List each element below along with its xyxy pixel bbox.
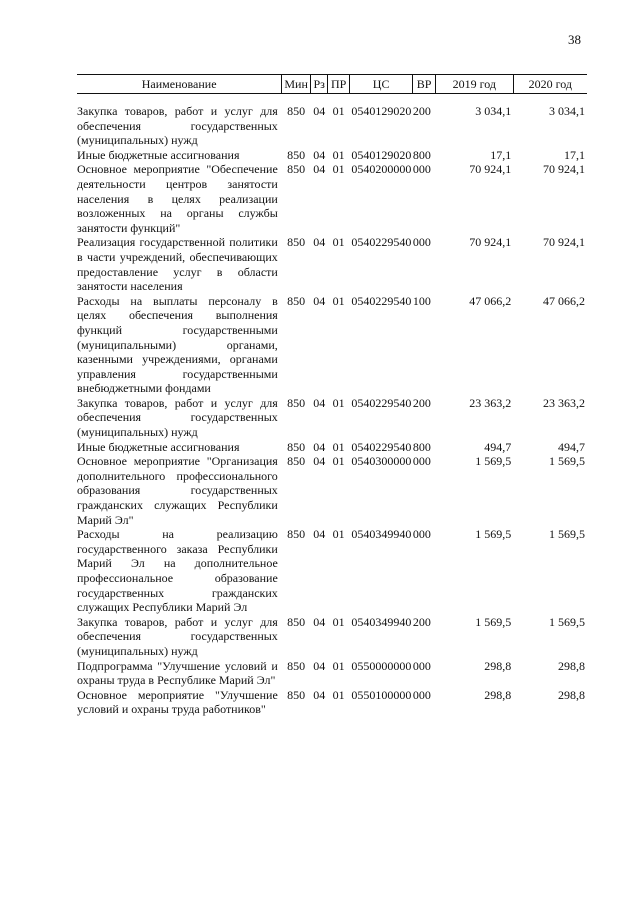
row-min: 850 [287,293,306,308]
row-rz: 04 [313,454,326,469]
budget-table [77,74,587,717]
row-rz: 04 [313,235,326,250]
row-pr: 01 [332,658,345,673]
table-row [77,235,587,293]
header-2019: 2019 год [435,75,513,94]
row-pr: 01 [332,162,345,177]
row-min: 850 [287,147,306,162]
row-2020: 47 066,2 [543,293,585,308]
row-2020: 1 569,5 [549,614,585,629]
row-rz: 04 [313,687,326,702]
table-body [77,94,587,717]
row-cs: 0540229540 [351,235,412,250]
row-cs: 0550100000 [351,687,412,702]
row-name: Основное мероприятие "Улучшение условий и охраны труда работников" [77,687,278,717]
row-2019: 23 363,2 [469,395,512,410]
header-name: Наименование [77,75,282,94]
row-rz: 04 [313,614,326,629]
table-header [77,75,587,94]
row-pr: 01 [332,293,345,308]
row-2019: 1 569,5 [475,454,512,469]
header-cs: ЦС [349,75,412,94]
row-2020: 70 924,1 [543,235,585,250]
row-2019: 298,8 [484,687,512,702]
table-row [77,162,587,235]
row-2019: 70 924,1 [469,162,512,177]
row-cs: 0540300000 [351,454,412,469]
row-vr: 100 [412,293,431,308]
table-row [77,454,587,527]
table-row [77,440,587,455]
row-min: 850 [287,395,306,410]
row-name: Основное мероприятие "Организация дополнительного профессионального образования государственных гражданских служащих Республики Марий Эл" [77,454,278,527]
row-2020: 494,7 [558,439,585,454]
table-row [77,615,587,659]
row-pr: 01 [332,439,345,454]
row-rz: 04 [313,395,326,410]
row-cs: 0540229540 [351,293,412,308]
row-min: 850 [287,439,306,454]
row-name: Подпрограмма "Улучшение условий и охраны труда в Республике Марий Эл" [77,658,278,688]
row-2019: 3 034,1 [475,104,512,118]
row-2020: 23 363,2 [543,395,585,410]
header-2020: 2020 год [513,75,587,94]
row-pr: 01 [332,454,345,469]
row-cs: 0540129020 [351,147,412,162]
row-2020: 70 924,1 [543,162,585,177]
row-2019: 1 569,5 [475,527,512,542]
table-row [77,294,587,396]
row-min: 850 [287,104,306,118]
row-vr: 000 [412,162,431,177]
row-2019: 70 924,1 [469,235,512,250]
row-vr: 200 [412,104,431,118]
row-min: 850 [287,658,306,673]
row-rz: 04 [313,527,326,542]
row-cs: 0540349940 [351,614,412,629]
row-rz: 04 [313,293,326,308]
row-min: 850 [287,235,306,250]
row-name: Закупка товаров, работ и услуг для обеспечения государственных (муниципальных) нужд [77,104,278,148]
row-vr: 000 [412,235,431,250]
row-vr: 000 [412,687,431,702]
row-2020: 298,8 [558,658,585,673]
row-vr: 200 [412,614,431,629]
row-vr: 000 [412,454,431,469]
header-pr: ПР [328,75,350,94]
row-cs: 0540200000 [351,162,412,177]
header-min: Мин [282,75,311,94]
row-rz: 04 [313,104,326,118]
row-min: 850 [287,614,306,629]
row-rz: 04 [313,658,326,673]
row-2020: 1 569,5 [549,527,585,542]
row-2019: 17,1 [490,147,512,162]
row-vr: 800 [412,439,431,454]
row-name: Реализация государственной политики в части учреждений, обеспечивающих предоставление услуг в области занятости населения [77,235,278,294]
row-name: Закупка товаров, работ и услуг для обеспечения государственных (муниципальных) нужд [77,395,278,440]
row-2020: 3 034,1 [549,104,585,118]
row-2020: 1 569,5 [549,454,585,469]
row-2019: 1 569,5 [475,614,512,629]
row-rz: 04 [313,162,326,177]
row-vr: 000 [412,527,431,542]
header-rz: Рз [310,75,327,94]
row-name: Закупка товаров, работ и услуг для обеспечения государственных (муниципальных) нужд [77,614,278,658]
row-min: 850 [287,454,306,469]
row-min: 850 [287,527,306,542]
row-pr: 01 [332,147,345,162]
row-pr: 01 [332,235,345,250]
row-min: 850 [287,162,306,177]
page-number: 38 [568,32,581,47]
table-row [77,104,587,148]
row-2019: 298,8 [484,658,512,673]
row-2020: 298,8 [558,687,585,702]
row-pr: 01 [332,687,345,702]
row-2019: 494,7 [484,439,512,454]
row-pr: 01 [332,104,345,118]
row-cs: 0540229540 [351,395,412,410]
row-vr: 800 [412,147,431,162]
table-row [77,527,587,615]
row-pr: 01 [332,614,345,629]
row-name: Расходы на реализацию государственного заказа Республики Марий Эл на дополнительное профессиональное образование государственных гражданских служащих Республики Марий Эл [77,527,278,615]
row-pr: 01 [332,527,345,542]
header-vr: ВР [413,75,436,94]
row-name: Иные бюджетные ассигнования [77,147,240,162]
row-cs: 0540129020 [351,104,412,118]
table-row [77,148,587,163]
row-name: Расходы на выплаты персоналу в целях обеспечения выполнения функций государственными (муниципальными) органами, казенными учреждениями, органами управления государственными внебюджетными фондами [77,293,278,396]
row-name: Иные бюджетные ассигнования [77,439,240,454]
table-row [77,396,587,440]
row-rz: 04 [313,439,326,454]
row-2019: 47 066,2 [469,293,512,308]
row-vr: 000 [412,658,431,673]
table-row [77,688,587,717]
row-cs: 0540349940 [351,527,412,542]
row-cs: 0540229540 [351,439,412,454]
row-2020: 17,1 [564,147,585,162]
row-rz: 04 [313,147,326,162]
table-row [77,659,587,688]
row-cs: 0550000000 [351,658,412,673]
row-vr: 200 [412,395,431,410]
row-pr: 01 [332,395,345,410]
row-name: Основное мероприятие "Обеспечение деятельности центров занятости населения в целях реализации возложенных на органы службы занятости функций" [77,162,278,235]
row-min: 850 [287,687,306,702]
